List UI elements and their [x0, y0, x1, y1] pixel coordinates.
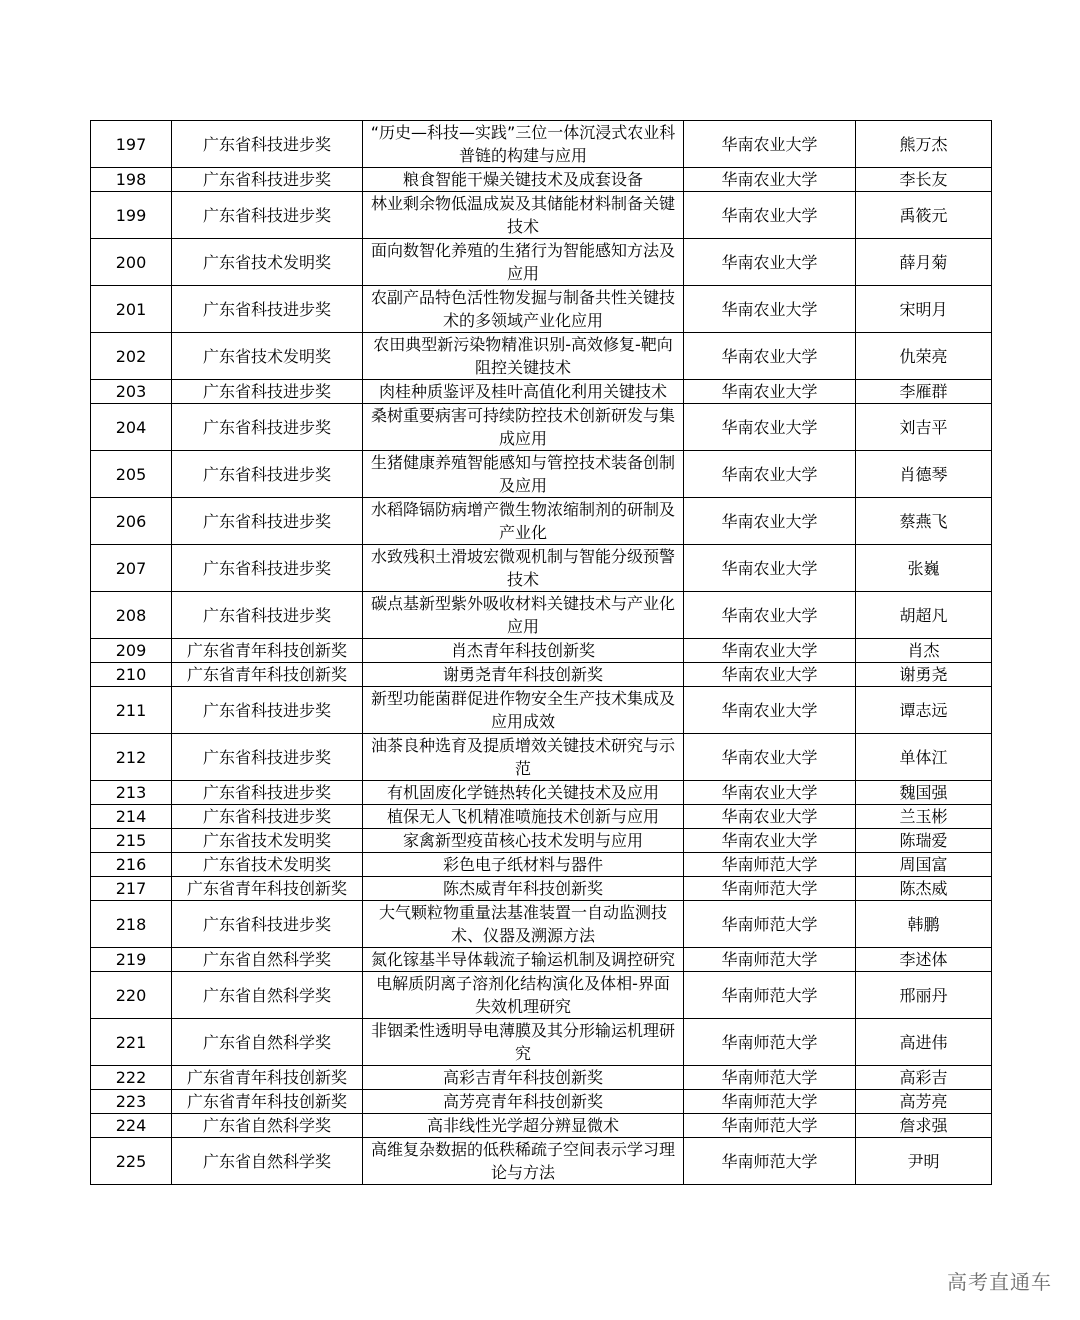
row-number-cell: 198: [91, 168, 172, 192]
person-cell: 高芳亮: [856, 1090, 992, 1114]
person-cell: 邢丽丹: [856, 972, 992, 1019]
person-cell: 谢勇尧: [856, 663, 992, 687]
table-row: [91, 1019, 992, 1066]
table-row: [91, 1066, 992, 1090]
institution-cell: 华南农业大学: [684, 239, 856, 286]
award-type-cell: 广东省科技进步奖: [172, 451, 363, 498]
institution-cell: 华南师范大学: [684, 877, 856, 901]
person-cell: 薛月菊: [856, 239, 992, 286]
person-cell: 李雁群: [856, 380, 992, 404]
award-type-cell: 广东省科技进步奖: [172, 781, 363, 805]
awards-table-body: [91, 121, 992, 1185]
table-row: [91, 877, 992, 901]
project-name-cell: 家禽新型疫苗核心技术发明与应用: [363, 829, 684, 853]
award-type-cell: 广东省青年科技创新奖: [172, 663, 363, 687]
institution-cell: 华南农业大学: [684, 286, 856, 333]
row-number-cell: 206: [91, 498, 172, 545]
project-name-cell: 水致残积土滑坡宏微观机制与智能分级预警技术: [363, 545, 684, 592]
table-row: [91, 451, 992, 498]
table-row: [91, 853, 992, 877]
project-name-cell: 有机固废化学链热转化关键技术及应用: [363, 781, 684, 805]
table-row: [91, 663, 992, 687]
project-name-cell: 肉桂种质鉴评及桂叶高值化利用关键技术: [363, 380, 684, 404]
award-type-cell: 广东省科技进步奖: [172, 545, 363, 592]
table-row: [91, 168, 992, 192]
person-cell: 韩鹏: [856, 901, 992, 948]
award-type-cell: 广东省自然科学奖: [172, 1019, 363, 1066]
institution-cell: 华南农业大学: [684, 734, 856, 781]
project-name-cell: 谢勇尧青年科技创新奖: [363, 663, 684, 687]
institution-cell: 华南农业大学: [684, 592, 856, 639]
institution-cell: 华南农业大学: [684, 781, 856, 805]
row-number-cell: 216: [91, 853, 172, 877]
row-number-cell: 211: [91, 687, 172, 734]
award-type-cell: 广东省青年科技创新奖: [172, 877, 363, 901]
person-cell: 周国富: [856, 853, 992, 877]
project-name-cell: 林业剩余物低温成炭及其储能材料制备关键技术: [363, 192, 684, 239]
table-row: [91, 286, 992, 333]
project-name-cell: 水稻降镉防病增产微生物浓缩制剂的研制及产业化: [363, 498, 684, 545]
table-row: [91, 972, 992, 1019]
watermark-text: 高考直通车: [947, 1270, 1052, 1294]
award-type-cell: 广东省科技进步奖: [172, 805, 363, 829]
person-cell: 肖杰: [856, 639, 992, 663]
person-cell: 熊万杰: [856, 121, 992, 168]
table-row: [91, 1090, 992, 1114]
project-name-cell: 农田典型新污染物精准识别-高效修复-靶向阻控关键技术: [363, 333, 684, 380]
table-row: [91, 192, 992, 239]
row-number-cell: 225: [91, 1138, 172, 1185]
project-name-cell: 生猪健康养殖智能感知与管控技术装备创制及应用: [363, 451, 684, 498]
institution-cell: 华南师范大学: [684, 1019, 856, 1066]
person-cell: 李长友: [856, 168, 992, 192]
project-name-cell: 肖杰青年科技创新奖: [363, 639, 684, 663]
award-type-cell: 广东省技术发明奖: [172, 239, 363, 286]
row-number-cell: 208: [91, 592, 172, 639]
person-cell: 禹筱元: [856, 192, 992, 239]
award-type-cell: 广东省科技进步奖: [172, 734, 363, 781]
row-number-cell: 220: [91, 972, 172, 1019]
institution-cell: 华南农业大学: [684, 687, 856, 734]
project-name-cell: “历史—科技—实践”三位一体沉浸式农业科普链的构建与应用: [363, 121, 684, 168]
person-cell: 张巍: [856, 545, 992, 592]
institution-cell: 华南农业大学: [684, 404, 856, 451]
person-cell: 尹明: [856, 1138, 992, 1185]
person-cell: 兰玉彬: [856, 805, 992, 829]
institution-cell: 华南农业大学: [684, 121, 856, 168]
institution-cell: 华南农业大学: [684, 451, 856, 498]
row-number-cell: 213: [91, 781, 172, 805]
project-name-cell: 高维复杂数据的低秩稀疏子空间表示学习理论与方法: [363, 1138, 684, 1185]
award-type-cell: 广东省技术发明奖: [172, 829, 363, 853]
award-type-cell: 广东省科技进步奖: [172, 901, 363, 948]
institution-cell: 华南农业大学: [684, 805, 856, 829]
institution-cell: 华南师范大学: [684, 853, 856, 877]
award-type-cell: 广东省自然科学奖: [172, 1138, 363, 1185]
table-row: [91, 901, 992, 948]
award-type-cell: 广东省科技进步奖: [172, 687, 363, 734]
institution-cell: 华南师范大学: [684, 972, 856, 1019]
table-row: [91, 687, 992, 734]
project-name-cell: 大气颗粒物重量法基准装置一自动监测技术、仪器及溯源方法: [363, 901, 684, 948]
person-cell: 宋明月: [856, 286, 992, 333]
project-name-cell: 面向数智化养殖的生猪行为智能感知方法及应用: [363, 239, 684, 286]
award-type-cell: 广东省科技进步奖: [172, 192, 363, 239]
table-row: [91, 239, 992, 286]
row-number-cell: 207: [91, 545, 172, 592]
table-row: [91, 380, 992, 404]
person-cell: 李述体: [856, 948, 992, 972]
table-row: [91, 829, 992, 853]
row-number-cell: 200: [91, 239, 172, 286]
table-row: [91, 333, 992, 380]
row-number-cell: 224: [91, 1114, 172, 1138]
row-number-cell: 219: [91, 948, 172, 972]
award-type-cell: 广东省科技进步奖: [172, 380, 363, 404]
institution-cell: 华南农业大学: [684, 663, 856, 687]
row-number-cell: 222: [91, 1066, 172, 1090]
table-row: [91, 948, 992, 972]
person-cell: 单体江: [856, 734, 992, 781]
person-cell: 陈杰威: [856, 877, 992, 901]
table-row: [91, 639, 992, 663]
person-cell: 魏国强: [856, 781, 992, 805]
person-cell: 仇荣亮: [856, 333, 992, 380]
project-name-cell: 氮化镓基半导体载流子输运机制及调控研究: [363, 948, 684, 972]
table-row: [91, 498, 992, 545]
table-row: [91, 121, 992, 168]
project-name-cell: 碳点基新型紫外吸收材料关键技术与产业化应用: [363, 592, 684, 639]
row-number-cell: 214: [91, 805, 172, 829]
row-number-cell: 202: [91, 333, 172, 380]
person-cell: 胡超凡: [856, 592, 992, 639]
institution-cell: 华南农业大学: [684, 545, 856, 592]
award-type-cell: 广东省科技进步奖: [172, 498, 363, 545]
person-cell: 詹求强: [856, 1114, 992, 1138]
project-name-cell: 高非线性光学超分辨显微术: [363, 1114, 684, 1138]
institution-cell: 华南师范大学: [684, 1066, 856, 1090]
person-cell: 肖德琴: [856, 451, 992, 498]
row-number-cell: 205: [91, 451, 172, 498]
award-type-cell: 广东省自然科学奖: [172, 1114, 363, 1138]
person-cell: 陈瑞爱: [856, 829, 992, 853]
person-cell: 蔡燕飞: [856, 498, 992, 545]
award-type-cell: 广东省自然科学奖: [172, 948, 363, 972]
project-name-cell: 高芳亮青年科技创新奖: [363, 1090, 684, 1114]
award-type-cell: 广东省青年科技创新奖: [172, 1066, 363, 1090]
award-type-cell: 广东省青年科技创新奖: [172, 639, 363, 663]
institution-cell: 华南师范大学: [684, 1138, 856, 1185]
row-number-cell: 212: [91, 734, 172, 781]
project-name-cell: 油茶良种选育及提质增效关键技术研究与示范: [363, 734, 684, 781]
award-type-cell: 广东省科技进步奖: [172, 168, 363, 192]
row-number-cell: 223: [91, 1090, 172, 1114]
person-cell: 刘吉平: [856, 404, 992, 451]
award-type-cell: 广东省青年科技创新奖: [172, 1090, 363, 1114]
row-number-cell: 201: [91, 286, 172, 333]
project-name-cell: 陈杰威青年科技创新奖: [363, 877, 684, 901]
institution-cell: 华南农业大学: [684, 639, 856, 663]
project-name-cell: 农副产品特色活性物发掘与制备共性关键技术的多领域产业化应用: [363, 286, 684, 333]
award-type-cell: 广东省科技进步奖: [172, 592, 363, 639]
institution-cell: 华南师范大学: [684, 1090, 856, 1114]
person-cell: 高进伟: [856, 1019, 992, 1066]
award-type-cell: 广东省科技进步奖: [172, 286, 363, 333]
table-row: [91, 1114, 992, 1138]
institution-cell: 华南农业大学: [684, 333, 856, 380]
table-row: [91, 1138, 992, 1185]
project-name-cell: 植保无人飞机精准喷施技术创新与应用: [363, 805, 684, 829]
project-name-cell: 粮食智能干燥关键技术及成套设备: [363, 168, 684, 192]
row-number-cell: 197: [91, 121, 172, 168]
table-row: [91, 592, 992, 639]
project-name-cell: 电解质阴离子溶剂化结构演化及体相-界面失效机理研究: [363, 972, 684, 1019]
institution-cell: 华南农业大学: [684, 192, 856, 239]
row-number-cell: 203: [91, 380, 172, 404]
table-row: [91, 781, 992, 805]
project-name-cell: 彩色电子纸材料与器件: [363, 853, 684, 877]
project-name-cell: 非铟柔性透明导电薄膜及其分形输运机理研究: [363, 1019, 684, 1066]
row-number-cell: 199: [91, 192, 172, 239]
row-number-cell: 204: [91, 404, 172, 451]
award-type-cell: 广东省技术发明奖: [172, 853, 363, 877]
institution-cell: 华南师范大学: [684, 948, 856, 972]
award-type-cell: 广东省技术发明奖: [172, 333, 363, 380]
project-name-cell: 高彩吉青年科技创新奖: [363, 1066, 684, 1090]
project-name-cell: 新型功能菌群促进作物安全生产技术集成及应用成效: [363, 687, 684, 734]
award-type-cell: 广东省科技进步奖: [172, 404, 363, 451]
institution-cell: 华南师范大学: [684, 1114, 856, 1138]
institution-cell: 华南农业大学: [684, 829, 856, 853]
table-row: [91, 734, 992, 781]
table-row: [91, 545, 992, 592]
project-name-cell: 桑树重要病害可持续防控技术创新研发与集成应用: [363, 404, 684, 451]
awards-table: [90, 120, 992, 1185]
table-row: [91, 404, 992, 451]
row-number-cell: 209: [91, 639, 172, 663]
table-row: [91, 805, 992, 829]
person-cell: 谭志远: [856, 687, 992, 734]
institution-cell: 华南农业大学: [684, 498, 856, 545]
institution-cell: 华南农业大学: [684, 168, 856, 192]
row-number-cell: 217: [91, 877, 172, 901]
institution-cell: 华南农业大学: [684, 380, 856, 404]
row-number-cell: 210: [91, 663, 172, 687]
award-type-cell: 广东省自然科学奖: [172, 972, 363, 1019]
person-cell: 高彩吉: [856, 1066, 992, 1090]
row-number-cell: 218: [91, 901, 172, 948]
row-number-cell: 221: [91, 1019, 172, 1066]
institution-cell: 华南师范大学: [684, 901, 856, 948]
award-type-cell: 广东省科技进步奖: [172, 121, 363, 168]
row-number-cell: 215: [91, 829, 172, 853]
